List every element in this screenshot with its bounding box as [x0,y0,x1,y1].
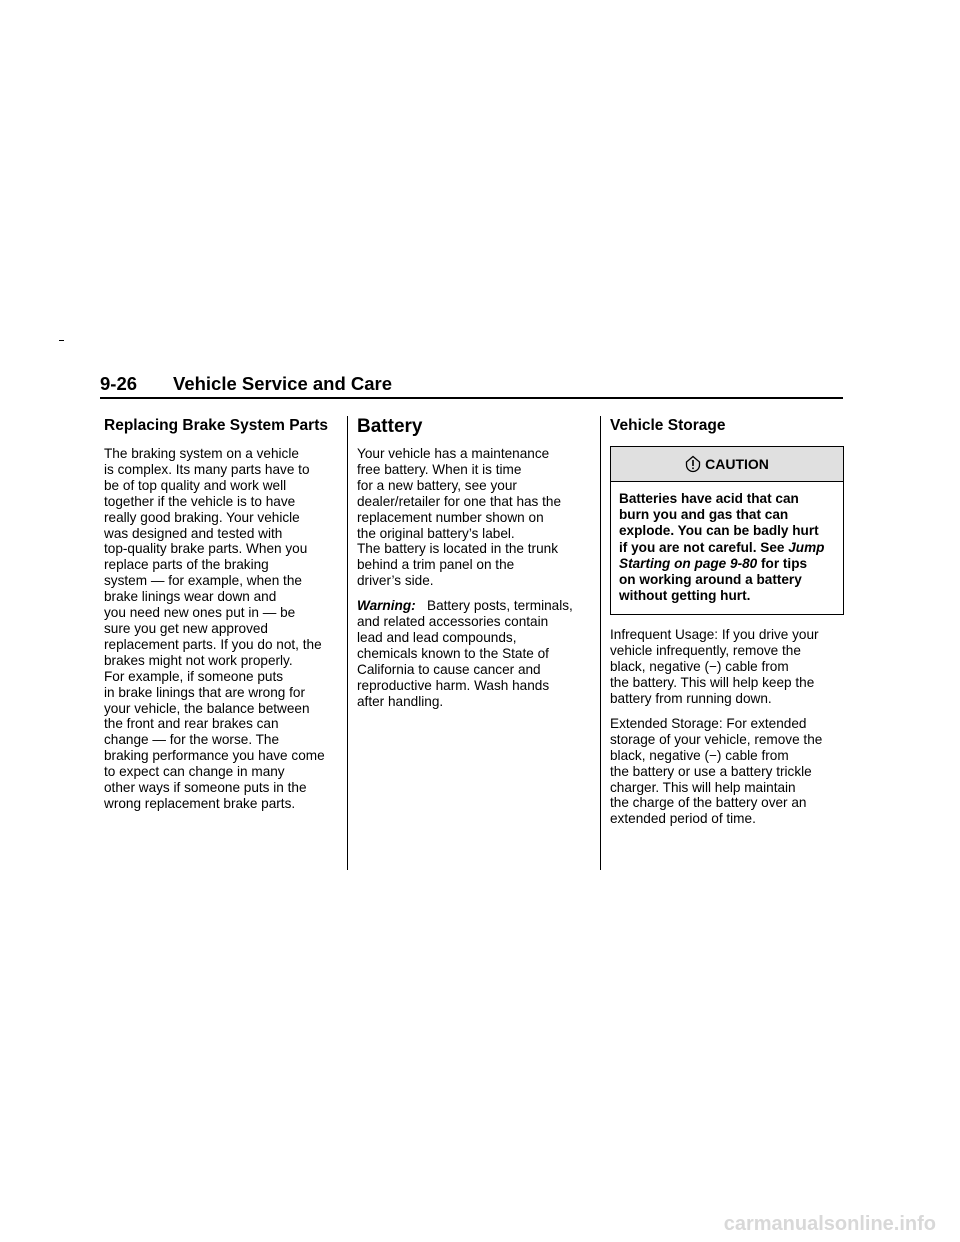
caution-header [611,447,843,482]
infrequent-usage: Infrequent Usage: If you drive your vehicle infrequently, remove the black, negative (−) cable from the battery. This will help keep the battery from running down. [610,627,819,707]
column-divider-1 [347,416,348,870]
storage-heading: Vehicle Storage [610,417,726,434]
caution-text-2: for tips on working around a battery without getting hurt. [619,555,808,604]
column-storage [610,416,844,836]
extended-storage: Extended Storage: For extended storage of your vehicle, remove the black, negative (−) cable from the battery or use a battery trickle charger. This will help maintain the charge of the battery over an extended period of time. [610,715,823,827]
battery-body: Your vehicle has a maintenance free battery. When it is time for a new battery, see your dealer/retailer for one that has the replacement number shown on the original battery’s label. The battery is located in the trunk behind a trim panel on the driver’s side. [357,446,562,589]
footer-watermark: carmanualsonline.info [723,1213,936,1235]
caution-text-1: Batteries have acid that can burn you and gas that can explode. You can be badly hurt if you are not careful. See [619,491,819,555]
battery-heading: Battery [357,416,423,437]
page-number: 9-26 [100,373,138,394]
column-brakes [104,416,340,821]
column-battery [357,416,589,719]
page-header [100,373,843,397]
caution-box [610,446,844,615]
warning-text: Battery posts, terminals, and related accessories contain lead and lead compounds, chemicals known to the State of California to cause cancer and reproductive harm. Wash hands after handling. [357,598,573,709]
battery-warning [357,598,589,709]
brakes-heading: Replacing Brake System Parts [104,417,328,434]
caution-reference: Jump Starting on page 9-80 [619,539,825,571]
caution-body [611,482,843,614]
brakes-body: The braking system on a vehicle is complex. Its many parts have to be of top quality and work well together if the vehicle is to have really good braking. Your vehicle was designed and tested with top-quality brake parts. When you replace parts of the braking system — for example, when the brake linings wear down and you need new ones put in — be sure you get new approved replacement parts. If you do not, the brakes might not work properly. For example, if someone puts in brake linings that are wrong for your vehicle, the balance between the front and rear brakes can change — for the worse. The braking performance you have come to expect can change in many other ways if someone puts in the wrong replacement brake parts. [104,446,325,811]
caution-icon [685,455,701,473]
header-rule [100,397,843,399]
warning-label: Warning: [357,598,416,614]
column-divider-2 [600,416,601,870]
margin-tick [59,340,64,341]
chapter-title: Vehicle Service and Care [173,373,393,394]
caution-title: CAUTION [705,456,769,472]
